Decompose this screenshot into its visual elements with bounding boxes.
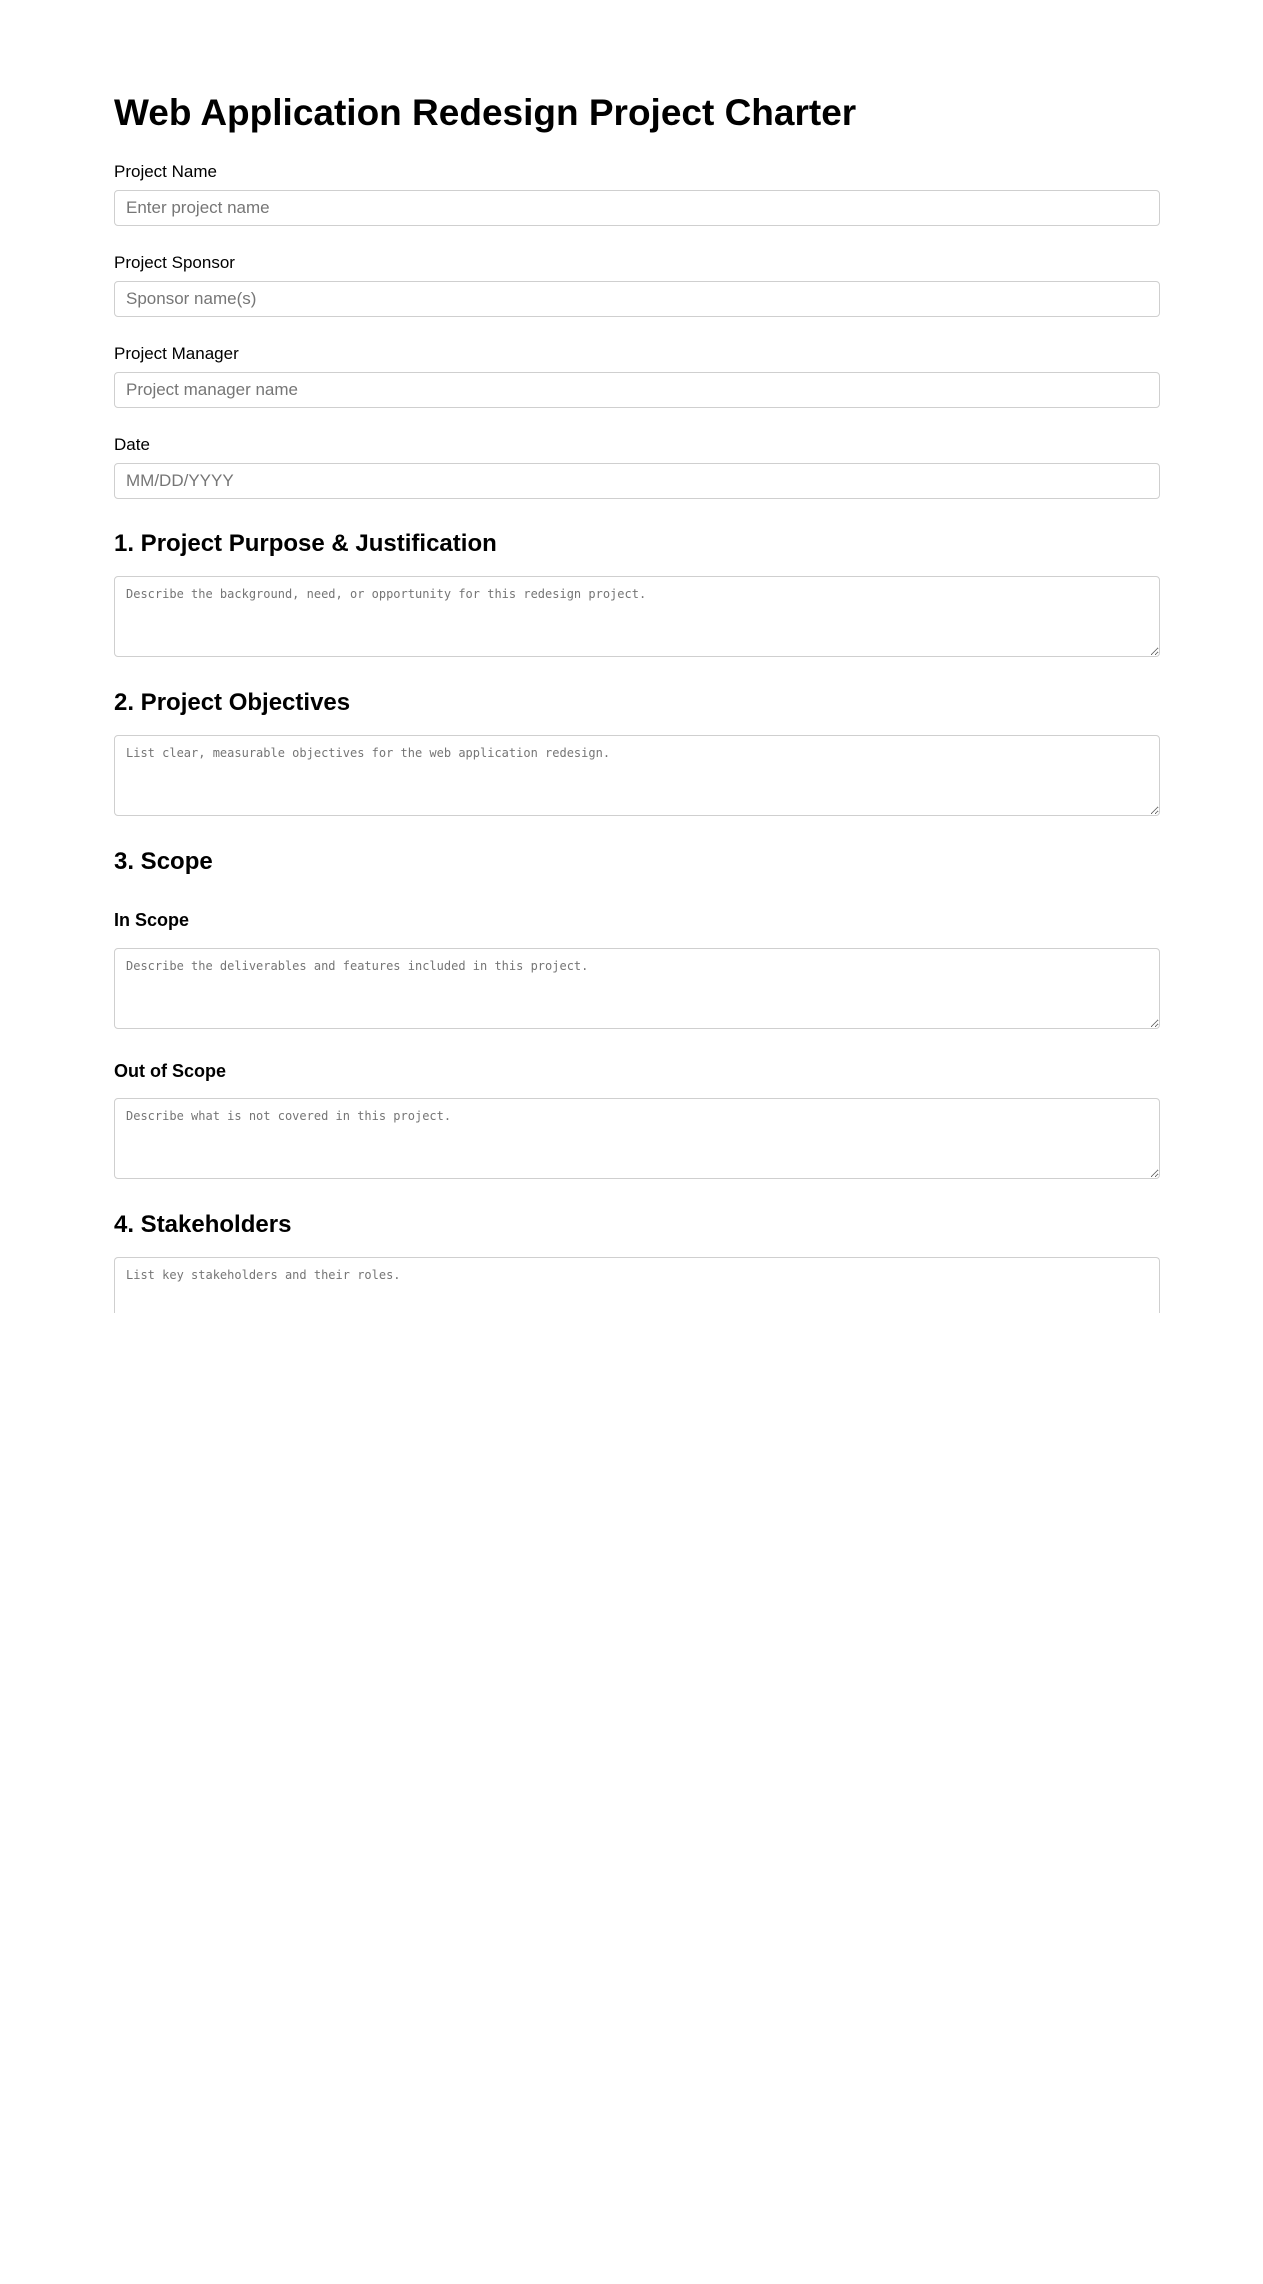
- project-sponsor-input[interactable]: [114, 281, 1160, 317]
- project-name-label: Project Name: [114, 162, 217, 181]
- out-of-scope-textarea[interactable]: [114, 1098, 1160, 1179]
- in-scope-textarea[interactable]: [114, 948, 1160, 1029]
- project-name-input[interactable]: [114, 190, 1160, 226]
- project-manager-input[interactable]: [114, 372, 1160, 408]
- project-manager-label: Project Manager: [114, 344, 239, 363]
- page-title: Web Application Redesign Project Charter: [114, 92, 857, 133]
- stakeholders-heading: 4. Stakeholders: [114, 1211, 292, 1238]
- purpose-heading: 1. Project Purpose & Justification: [114, 530, 497, 557]
- out-of-scope-heading: Out of Scope: [114, 1061, 226, 1081]
- objectives-heading: 2. Project Objectives: [114, 689, 351, 716]
- scope-heading: 3. Scope: [114, 848, 213, 875]
- blank-area: [0, 1313, 1263, 2284]
- project-sponsor-label: Project Sponsor: [114, 253, 235, 272]
- purpose-textarea[interactable]: [114, 576, 1160, 657]
- objectives-textarea[interactable]: [114, 735, 1160, 816]
- in-scope-heading: In Scope: [114, 910, 190, 930]
- date-input[interactable]: [114, 463, 1160, 499]
- date-label: Date: [114, 435, 150, 454]
